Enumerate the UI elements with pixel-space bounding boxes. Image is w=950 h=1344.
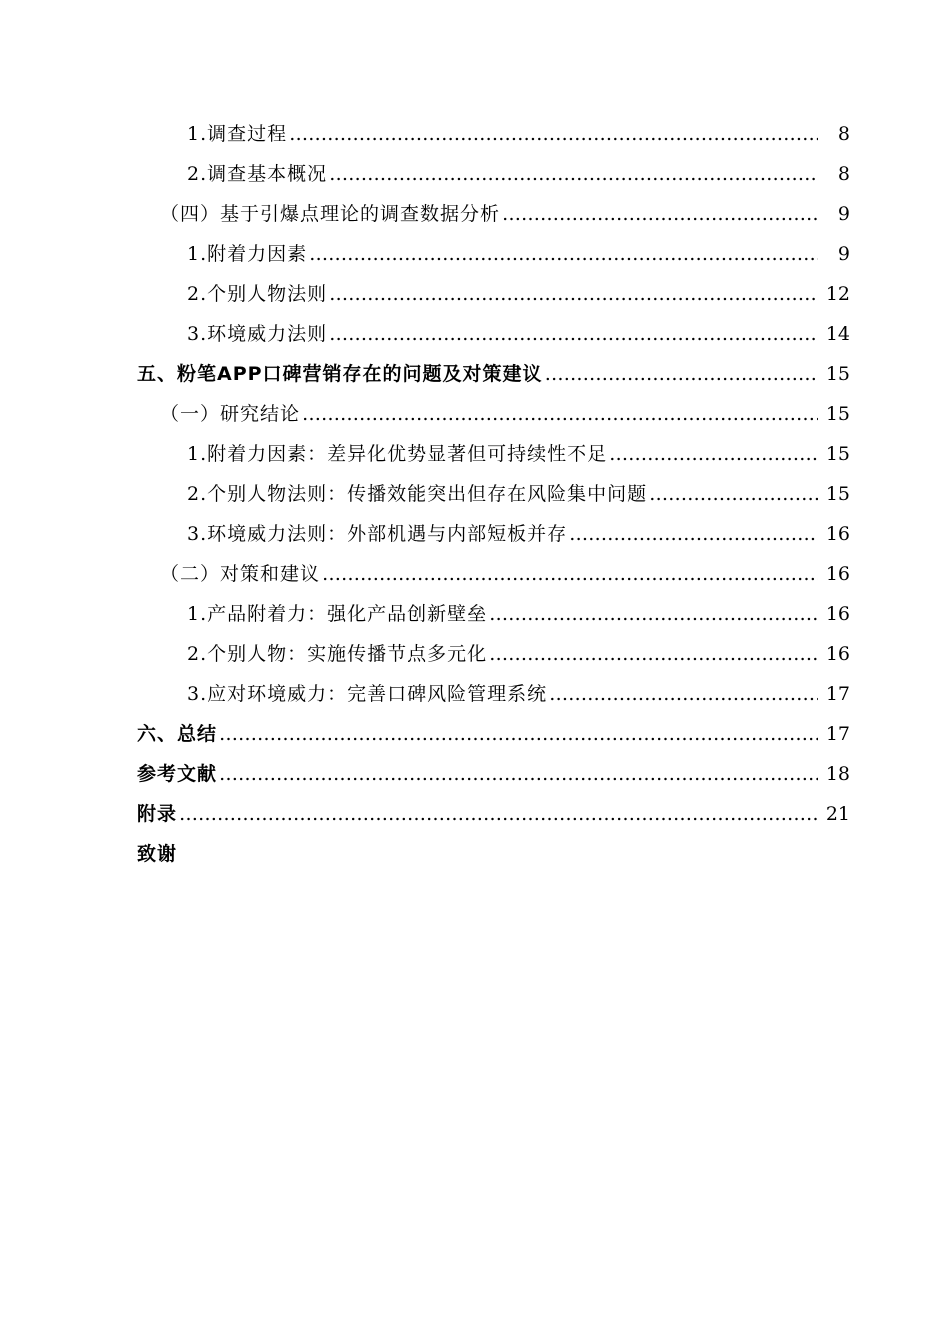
toc-entry-title: 参考文献 (137, 763, 218, 785)
toc-entry-title: （一）研究结论 (160, 403, 301, 425)
toc-page-number: 17 (825, 683, 850, 705)
toc-entry-title: 3.环境威力法则 (187, 323, 328, 345)
toc-entry-title: 1.产品附着力：强化产品创新壁垒 (187, 603, 488, 625)
toc-dot-leader (609, 434, 818, 474)
toc-page-number: 15 (825, 403, 850, 425)
toc-dot-leader (322, 554, 818, 594)
toc-dot-leader (329, 154, 818, 194)
toc-dot-leader (329, 274, 818, 314)
toc-entry (0, 114, 950, 154)
toc-entry (0, 754, 950, 794)
toc-entry (0, 834, 950, 874)
toc-page-number: 21 (825, 803, 850, 825)
toc-page-number: 8 (837, 123, 850, 145)
toc-entry-title: 附录 (137, 803, 178, 825)
toc-dot-leader (309, 234, 818, 274)
toc-entry (0, 354, 950, 394)
toc-page-number: 15 (825, 443, 850, 465)
toc-page-number: 8 (837, 163, 850, 185)
toc-page-number: 17 (825, 723, 850, 745)
toc-page-number: 16 (825, 523, 850, 545)
toc-dot-leader (502, 194, 818, 234)
toc-dot-leader (649, 474, 818, 514)
toc-dot-leader (289, 114, 818, 154)
toc-page-number: 16 (825, 603, 850, 625)
toc-entry (0, 794, 950, 834)
toc-entry-title: 3.环境威力法则：外部机遇与内部短板并存 (187, 523, 568, 545)
toc-page-number: 15 (825, 363, 850, 385)
toc-entry (0, 514, 950, 554)
toc-entry (0, 194, 950, 234)
toc-page-number: 15 (825, 483, 850, 505)
toc-dot-leader (545, 354, 818, 394)
toc-page-number: 9 (837, 243, 850, 265)
toc-page-number: 16 (825, 643, 850, 665)
toc-entry-title: 五、粉笔APP口碑营销存在的问题及对策建议 (137, 363, 543, 385)
toc-entry (0, 314, 950, 354)
toc-entry-title: 2.个别人物法则：传播效能突出但存在风险集中问题 (187, 483, 648, 505)
toc-entry-title: 1.调查过程 (187, 123, 288, 145)
toc-page-number: 12 (825, 283, 850, 305)
toc-entry (0, 234, 950, 274)
toc-dot-leader (302, 394, 818, 434)
toc-entry (0, 474, 950, 514)
toc-entry-title: 2.调查基本概况 (187, 163, 328, 185)
toc-dot-leader (179, 794, 818, 834)
toc-entry-title: 六、总结 (137, 723, 218, 745)
toc-page-number: 16 (825, 563, 850, 585)
toc-dot-leader (569, 514, 818, 554)
toc-entry (0, 594, 950, 634)
toc-entry (0, 554, 950, 594)
toc-dot-leader (329, 314, 818, 354)
toc-entry (0, 634, 950, 674)
toc-dot-leader (489, 594, 818, 634)
toc-dot-leader (549, 674, 818, 714)
toc-entry-title: 3.应对环境威力：完善口碑风险管理系统 (187, 683, 548, 705)
toc-entry (0, 674, 950, 714)
toc-page-number: 14 (825, 323, 850, 345)
toc-entry (0, 714, 950, 754)
toc-entry-title: 1.附着力因素：差异化优势显著但可持续性不足 (187, 443, 608, 465)
toc-page-number: 9 (837, 203, 850, 225)
toc-entry (0, 394, 950, 434)
toc-entry-title: 2.个别人物：实施传播节点多元化 (187, 643, 488, 665)
toc-entry-title: （二）对策和建议 (160, 563, 321, 585)
toc-entry (0, 154, 950, 194)
toc-dot-leader (219, 714, 818, 754)
toc-entry (0, 434, 950, 474)
toc-entry-title: （四）基于引爆点理论的调查数据分析 (160, 203, 501, 225)
toc-entry-title: 1.附着力因素 (187, 243, 308, 265)
toc-entry-title: 2.个别人物法则 (187, 283, 328, 305)
toc-page-number: 18 (825, 763, 850, 785)
table-of-contents (0, 114, 950, 874)
toc-dot-leader (489, 634, 818, 674)
toc-entry (0, 274, 950, 314)
toc-entry-title: 致谢 (137, 843, 178, 865)
toc-dot-leader (219, 754, 818, 794)
